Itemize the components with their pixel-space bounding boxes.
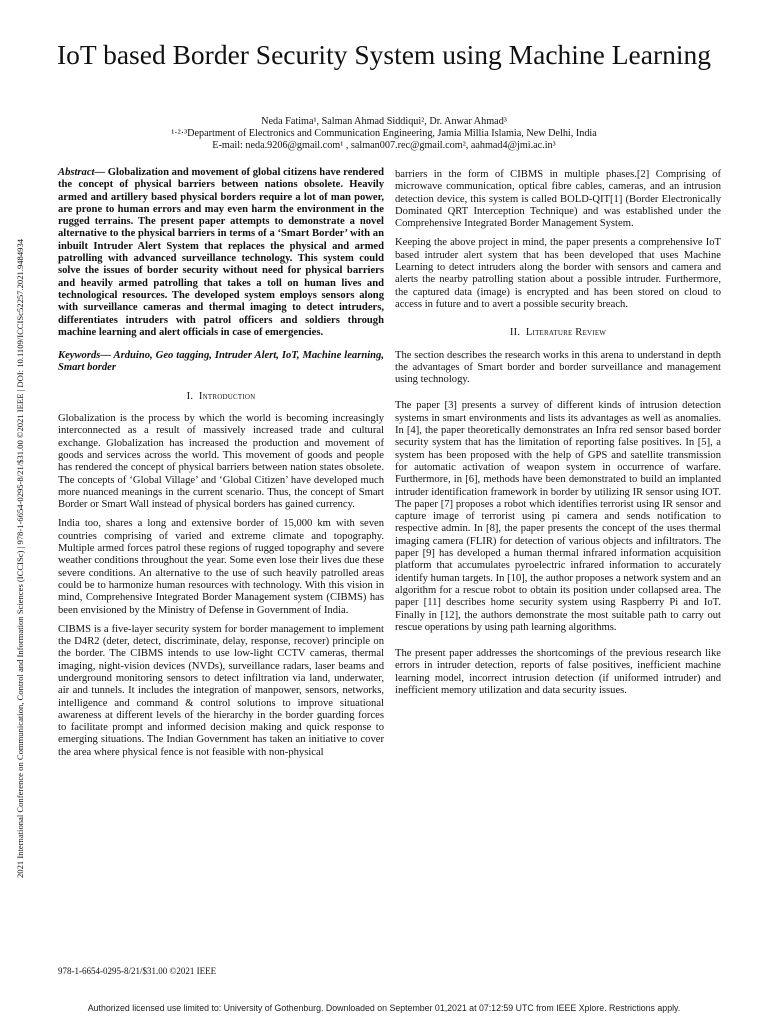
author-affiliation: ¹·²·³Department of Electronics and Communication Engineering, Jamia Millia Islamia, New Delhi, India [171,128,597,139]
abstract-lead: Abstract— [58,167,106,178]
section-number: I. [186,390,194,402]
paragraph: CIBMS is a five-layer security system for border management to implement the D4R2 (deter, detect, discriminate, delay, response, recover) principle on the border. The CIBMS intends to use low-light CCTV cameras, thermal imaging, night-vision devices (NVDs), surveillance radars, laser beams and underground monitoring sensors to detect infiltration via land, underwater, air and tunnels. It includes the integration of manpower, sensors, networks, intelligence and command & control solutions to improve situational awareness at different levels of the hierarchy in the border guarding forces to facilitate prompt and informed decision making and quick response to emerging situations. The Indian Government has taken an initiative to cover the area where physical fence is not feasible with non-physical [58,623,384,758]
paragraph: The paper [3] presents a survey of different kinds of intrusion detection systems in smart environments and lists its advantages as well as anomalies. In [4], the paper theoretically demonstrates an Infra red sensor based border security system that has the limitation of reporting false positives. In [5], a system has been proposed with the help of GPS and satellite transmission for automatic activation of weapon system in occurrence of warfare. Furthermore, in [6], methods have been demonstrated to build an implanted intruder identification framework in border by utilizing IR sensor using IOT. The paper [7] proposes a robot which identifies terrorist using IR sensor and capture image of terrorist using pi camera and sends notification to respective admin. In [8], the paper presents the concept of the uses thermal imaging camera (FLIR) for detection of various objects and infiltrators. The paper [9] has developed a human thermal infrared information acquisition platform that accumulates pyroelectric infrared information to accurately identify human targets. In [10], the author proposes a network system and an algorithm for a rescue robot to obtain its position under collapsed area. The paper [11] describes home security system using Raspberry Pi and IoT. Finally in [12], the authors demonstrate the most suitable path to carry out rescue operations by using path learning algorithms. [395,400,721,633]
keywords-lead: Keywords— [58,350,111,362]
section-title: Introduction [198,390,256,402]
paragraph: The present paper addresses the shortcomings of the previous research like errors in intruder detection, reports of false positives, inefficient machine learning model, incorrect intrusion detection (if uniformed intruder) and inefficient memory utilization and data security issues. [395,648,721,696]
section-heading-literature-review [395,327,721,339]
paragraph: The section describes the research works in this arena to understand in depth the advantages of Smart border and border surveillance and management using technology. [395,349,721,386]
abstract-text: Globalization and movement of global citizens have rendered the concept of physical barriers between nations obsolete. Heavily armed and artillery based physical borders require a lot of man power, are prone to human errors and may even harm the environment in the rugged terrains. The present paper attempts to demonstrate a novel alternative to the physical barriers in terms of a ‘Smart Border’ with an inbuilt Intruder Alert System that replaces the physical and armed patrolling with advanced surveillance technology. This system could solve the issues of border security without need for physical barriers and heavily armed patrolling that takes a toll on human lives and technological resources. The developed system employs sensors along with surveillance cameras and thermal imaging to detect intruders, differentiates intruders with patrol officers and soldiers through machine learning and alert officials in case of emergencies. [58,167,384,338]
left-column [58,167,384,759]
keywords-text: Arduino, Geo tagging, Intruder Alert, IoT, Machine learning, Smart border [58,350,384,374]
section-number: II. [509,327,521,339]
paragraph: Keeping the above project in mind, the paper presents a comprehensive IoT based intruder alert system that has been developed that uses Machine Learning to detect intruders along the border with sensors and camera and alerts the nearby patrolling station about a possible intruder. Furthermore, the captured data (image) is encrypted and has been stored on cloud to access in future and to avert a possible security breach. [395,237,721,310]
abstract [58,167,384,339]
keywords [58,350,384,375]
copyright-notice: 978-1-6654-0295-8/21/$31.00 ©2021 IEEE [58,966,217,976]
license-footer: Authorized licensed use limited to: University of Gothenburg. Downloaded on September 01,2021 at 07:12:59 UTC from IEEE Xplore. Restrictions apply. [87,1003,681,1013]
author-emails: E-mail: neda.9206@gmail.com¹ , salman007.rec@gmail.com², aahmad4@jmi.ac.in³ [212,140,556,151]
paragraph: Globalization is the process by which the world is becoming increasingly interconnected as a result of massively increased trade and cultural exchange. Globalization has increased the production and movement of goods and services across the world. This movement of goods and people has rendered the concept of physical barriers between nation states obsolete. The concepts of ‘Global Village’ and ‘Global Citizen’ have developed much more nuanced meanings in the current scenario. Thus, the concept of Smart Border or Smart Wall instead of physical borders has gained currency. [58,413,384,511]
conference-side-banner: 2021 International Conference on Communication, Control and Information Sciences (ICCISc) | 978-1-6654-0295-8/21/$31.00 ©2021 IEEE | DOI: 10.1109/ICCISc52257.2021.9484934 [15,238,25,878]
section-title: Literature Review [525,327,607,339]
author-block [40,116,728,152]
author-names: Neda Fatima¹, Salman Ahmad Siddiqui², Dr. Anwar Ahmad³ [261,116,507,127]
section-heading-introduction [58,391,384,403]
paragraph: barriers in the form of CIBMS in multiple phases.[2] Comprising of microwave communication, optical fibre cables, cameras, and an intrusion detection device, this system is called BOLD-QIT[1] (Border Electronically Dominated QRT Interception Technique) and was established under the Comprehensive Integrated Border Management System. [395,169,721,230]
paragraph: India too, shares a long and extensive border of 15,000 km with seven countries comprising of varied and extreme climate and topography. Multiple armed forces patrol these regions of rugged topography and severe weather conditions throughout the year. Some even lose their lives due these severe conditions. An alternative to the use of such heavily patrolled areas could be to harmonize human resources with technology. With this vision in mind, Comprehensive Integrated Border Management system (CIBMS) has been envisioned by the Ministry of Defense in Government of India. [58,518,384,616]
paper-title: IoT based Border Security System using Machine Learning [57,39,711,70]
right-column [395,169,721,697]
